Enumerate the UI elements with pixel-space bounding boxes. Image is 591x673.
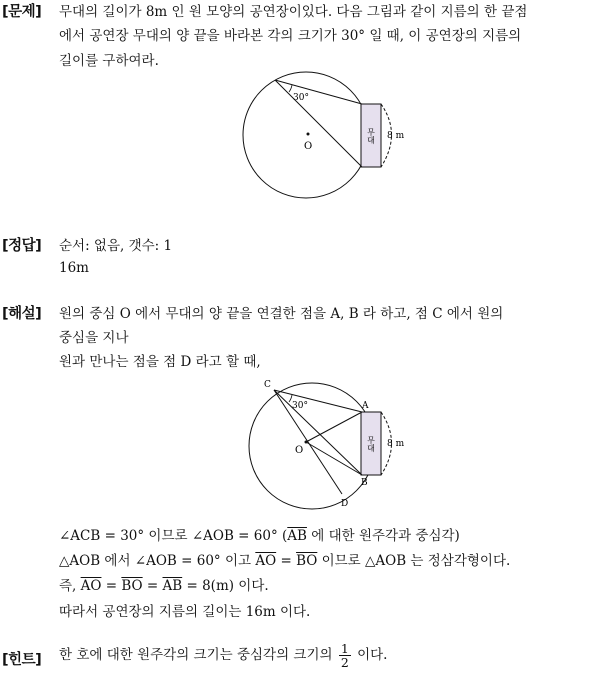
center-dot — [307, 133, 310, 136]
problem-line-2: 에서 공연장 무대의 양 끝을 바라본 각의 크기가 30° 일 때, 이 공연장의 지름의 — [59, 28, 522, 44]
solution-final-line: 따라서 공연장의 지름의 길이는 16m 이다. — [59, 604, 311, 620]
problem-line-3: 길이를 구하여라. — [59, 53, 159, 69]
point-d-label: D — [341, 499, 349, 509]
eq3-equals-2: = — [142, 578, 163, 594]
hint-line — [59, 642, 387, 669]
chord-top — [275, 80, 362, 104]
segment-bo: $\overline{BO}$ — [296, 553, 318, 569]
stage-label: 무대 — [366, 128, 376, 144]
eq3-equals-1: = — [101, 578, 122, 594]
answer-value: 16m — [59, 260, 89, 276]
radius-oa — [306, 412, 362, 442]
eq3-text-b: = 8(m) 이다. — [182, 578, 269, 594]
answer-meta: 순서: 없음, 갯수: 1 — [59, 238, 173, 254]
length-label: 8 m — [387, 439, 405, 449]
arc-ab: $\overline{AB}$ — [287, 528, 307, 544]
solution-figure — [240, 374, 420, 514]
segment-bo: $\overline{BO}$ — [121, 578, 143, 594]
center-label: O — [304, 141, 313, 152]
center-label: O — [295, 445, 304, 456]
solution-line-3: 원과 만나는 점을 점 D 라고 할 때, — [59, 354, 261, 370]
solution-line-1: 원의 중심 O 에서 무대의 양 끝을 연결한 점을 A, B 라 하고, 점 C 에서 원의 — [59, 306, 504, 322]
segment-ao: $\overline{AO}$ — [80, 578, 102, 594]
eq2-text-b: 이므로 △AOB 는 정삼각형이다. — [317, 553, 511, 569]
hint-text-a: 한 호에 대한 원주각의 크기는 중심각의 크기의 — [59, 647, 337, 663]
fraction-denominator: 2 — [340, 655, 349, 670]
angle-label: 30° — [292, 401, 308, 411]
problem-figure — [240, 70, 420, 200]
equation-line-2 — [59, 549, 510, 569]
chord-cb — [274, 390, 362, 475]
chord-bottom — [275, 80, 362, 167]
equation-line-3 — [59, 574, 269, 594]
length-label: 8 m — [387, 131, 405, 141]
segment-ab: $\overline{AB}$ — [162, 578, 183, 594]
eq3-text-a: 즉, — [59, 578, 81, 594]
circle-shape — [243, 72, 369, 198]
solution-line-2: 중심을 지나 — [59, 330, 129, 346]
point-a-label: A — [362, 401, 369, 411]
stage-label: 무대 — [366, 436, 376, 452]
answer-tag: [정답] — [2, 238, 42, 254]
radius-ob — [306, 442, 362, 475]
fraction-numerator: 1 — [340, 641, 349, 656]
hint-tag: [힌트] — [2, 652, 42, 668]
segment-ao: $\overline{AO}$ — [255, 553, 277, 569]
diameter-cd — [274, 390, 342, 494]
chord-ca — [274, 390, 362, 412]
angle-arc — [289, 85, 292, 92]
problem-tag: [문제] — [2, 4, 42, 20]
eq1-text-a: ∠ACB = 30° 이므로 ∠AOB = 60° ( — [59, 528, 288, 544]
solution-tag: [해설] — [2, 306, 42, 322]
eq2-equals: = — [276, 553, 297, 569]
problem-line-1: 무대의 길이가 8m 인 원 모양의 공연장이있다. 다음 그림과 같이 지름의 한 끝점 — [59, 4, 528, 20]
point-b-label: B — [361, 478, 368, 488]
point-c-label: C — [264, 380, 271, 390]
angle-label: 30° — [293, 93, 309, 103]
eq2-text-a: △AOB 에서 ∠AOB = 60° 이고 — [59, 553, 256, 569]
center-dot — [305, 441, 308, 444]
fraction-one-half — [339, 642, 351, 669]
equation-line-1 — [59, 524, 460, 544]
hint-text-b: 이다. — [352, 647, 388, 663]
eq1-text-b: 에 대한 원주각과 중심각) — [306, 528, 460, 544]
